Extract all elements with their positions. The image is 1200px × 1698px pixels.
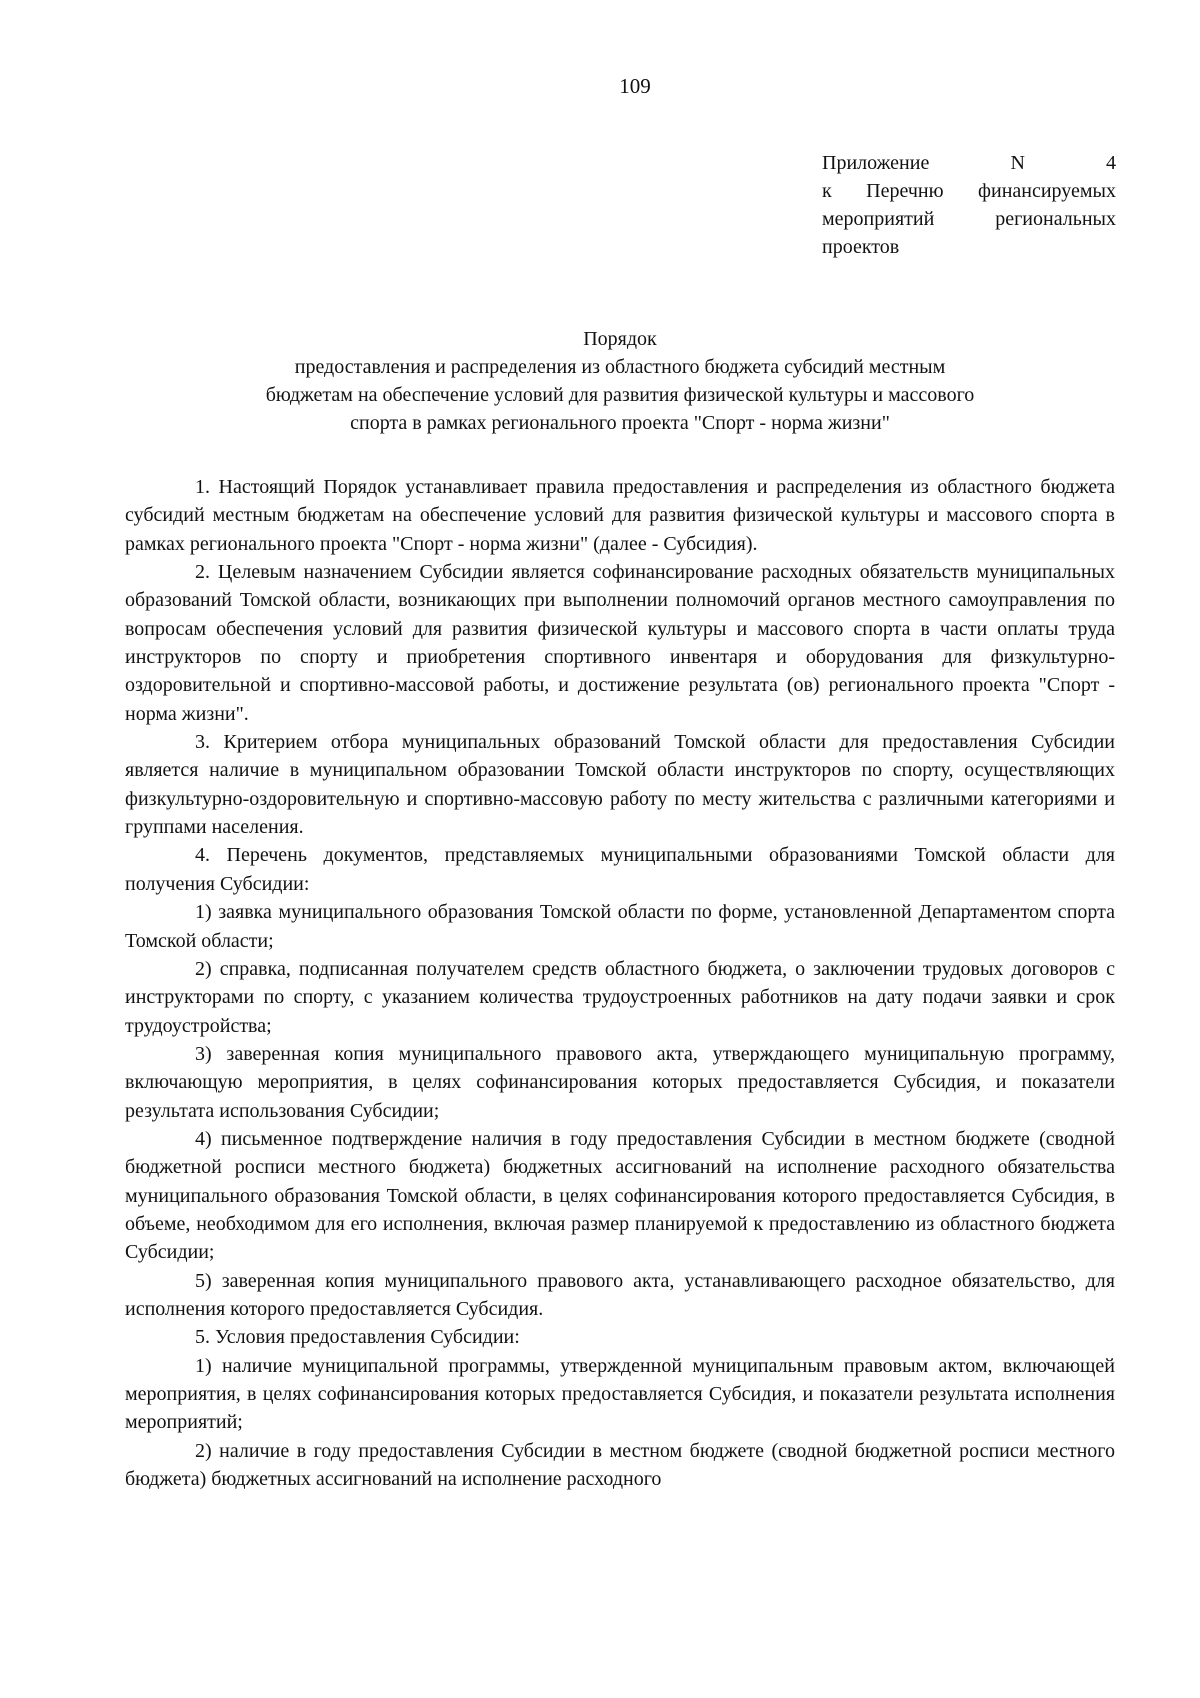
paragraph: 1) наличие муниципальной программы, утвержденной муниципальным правовым актом, включающей мероприятия, в целях софинансирования которых предоставляется Субсидия, и показатели результата исполнения мероприятий; (125, 1354, 1115, 1434)
paragraph: 1) заявка муниципального образования Томской области по форме, установленной Департаментом спорта Томской области; (125, 901, 1115, 952)
paragraph: 2. Целевым назначением Субсидии является софинансирование расходных обязательств муниципальных образований Томской области, возникающих при выполнении полномочий органов местного самоуправления по вопросам обеспечения условий для развития физической культуры и массового спорта в части оплаты труда инструкторов по спорту и приобретения спортивного инвентаря и оборудования для физкультурно-оздоровительной и спортивно-массовой работы, и достижение результата (ов) регионального проекта "Спорт - норма жизни". (125, 561, 1115, 725)
document-body (125, 473, 1115, 1493)
page-number: 109 (619, 74, 651, 98)
document-title (125, 325, 1115, 437)
title-line: спорта в рамках регионального проекта "Спорт - норма жизни" (350, 412, 890, 434)
paragraph: 3. Критерием отбора муниципальных образований Томской области для предоставления Субсидии является наличие в муниципальном образовании Томской области инструкторов по спорту, осуществляющих физкультурно-оздоровительную и спортивно-массовую работу по месту жительства с различными категориями и группами населения. (125, 731, 1115, 839)
paragraph: 1. Настоящий Порядок устанавливает правила предоставления и распределения из областного бюджета субсидий местным бюджетам на обеспечение условий для развития физической культуры и массового спорта в рамках регионального проекта "Спорт - норма жизни" (далее - Субсидия). (125, 476, 1115, 555)
paragraph: 5. Условия предоставления Субсидии: (195, 1326, 520, 1349)
title-heading: Порядок (583, 328, 657, 350)
paragraph: 5) заверенная копия муниципального правового акта, устанавливающего расходное обязательство, для исполнения которого предоставляется Субсидия. (125, 1269, 1115, 1320)
appendix-line: к Перечню финансируемых (822, 180, 1116, 202)
paragraph: 3) заверенная копия муниципального правового акта, утверждающего муниципальную программу, включающую мероприятия, в целях софинансирования которых предоставляется Субсидия, и показатели результата использования Субсидии; (125, 1042, 1115, 1122)
title-line: бюджетам на обеспечение условий для развития физической культуры и массового (265, 384, 975, 406)
appendix-line: Приложение N 4 (822, 152, 1116, 174)
paragraph: 4. Перечень документов, представляемых муниципальными образованиями Томской области для получения Субсидии: (125, 844, 1115, 895)
appendix-reference (822, 149, 1116, 261)
paragraph: 4) письменное подтверждение наличия в году предоставления Субсидии в местном бюджете (сводной бюджетной росписи местного бюджета) бюджетных ассигнований на исполнение расходного обязательства муниципального образования Томской области, в целях софинансирования которого предоставляется Субсидия, в объеме, необходимом для его исполнения, включая размер планируемой к предоставлению из областного бюджета Субсидии; (125, 1127, 1115, 1264)
paragraph: 2) справка, подписанная получателем средств областного бюджета, о заключении трудовых договоров с инструкторами по спорту, с указанием количества трудоустроенных работников на дату подачи заявки и срок трудоустройства; (125, 957, 1115, 1037)
appendix-line: проектов (822, 236, 900, 258)
appendix-line: мероприятий региональных (822, 208, 1116, 230)
title-line: предоставления и распределения из областного бюджета субсидий местным (294, 356, 946, 378)
paragraph: 2) наличие в году предоставления Субсидии в местном бюджете (сводной бюджетной росписи местного бюджета) бюджетных ассигнований на исполнение расходного (125, 1439, 1115, 1491)
